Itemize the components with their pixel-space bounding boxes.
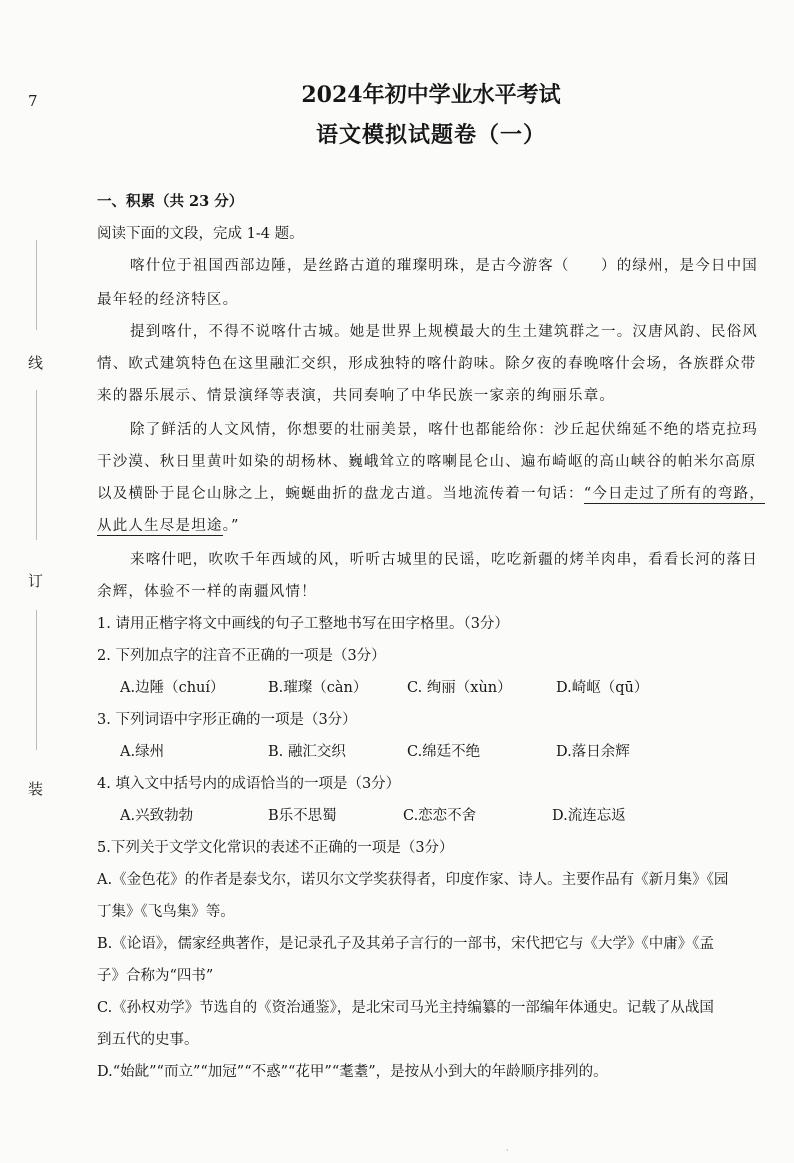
passage-line: 余辉，体验不一样的南疆风情！ [97,584,317,600]
option-d: D.落日余辉 [556,744,630,760]
question-3: 3. 下列词语中字形正确的一项是（3分） [97,712,357,728]
question-5-option-line: 到五代的史事。 [97,1032,199,1048]
option-c: C.恋恋不舍 [403,808,477,824]
margin-label-xian: 线 [28,354,44,372]
margin-divider [36,390,37,540]
section-heading: 一、积累（共 23 分） [97,193,244,210]
margin-label-zhuang: 装 [28,780,44,798]
question-5-option-line: 丁集》《飞鸟集》等。 [97,904,235,920]
passage-line: 来喀什吧，吹吹千年西域的风，听听古城里的民谣，吃吃新疆的烤羊肉串，看看长河的落日 [130,552,758,568]
option-b: B乐不思蜀 [268,808,337,824]
question-5-option-line: 子》合称为“四书” [97,968,214,984]
passage-text: 以及横卧于昆仑山脉之上，蜿蜒曲折的盘龙古道。当地流传着一句话： [97,486,584,502]
scan-dot: · [506,1146,509,1155]
margin-label-ding: 订 [28,572,44,590]
passage-line: 除了鲜活的人文风情，你想要的壮丽美景，喀什也都能给你：沙丘起伏绵延不绝的塔克拉玛 [130,422,758,438]
passage-line: 情、欧式建筑特色在这里融汇交织，形成独特的喀什韵味。除夕夜的春晚喀什会场，各族群众带 [97,356,757,372]
underlined-sentence: “今日走过了所有的弯路， [583,486,766,502]
question-5-option-line: B.《论语》，儒家经典著作，是记录孔子及其弟子言行的一部书，宋代把它与《大学》《中庸》《孟 [97,936,715,952]
option-d: D.崎岖（qū） [556,680,649,696]
margin-mark-top: 7 [28,92,38,110]
exam-subtitle: 语文模拟试题卷（一） [315,122,546,148]
passage-line: 来的器乐展示、情景演绎等表演，共同奏响了中华民族一家亲的绚丽乐章。 [97,388,616,404]
option-a: A.兴致勃勃 [120,808,194,824]
underlined-sentence: 从此人生尽是坦途 [97,518,223,534]
option-c: C.绵廷不绝 [407,744,481,760]
passage-line [97,482,765,503]
question-5-option-line: C.《孙权劝学》节选自的《资治通鉴》，是北宋司马光主持编纂的一部编年体通史。记载了从战国 [97,1000,714,1016]
passage-instruction: 阅读下面的文段，完成 1-4 题。 [97,226,304,242]
margin-divider [36,240,37,330]
question-5-option-line: D.“始龀”“而立”“加冠”“不惑”“花甲”“耄耋”，是按从小到大的年龄顺序排列的。 [97,1064,608,1080]
option-a: A.绿州 [120,744,165,760]
question-2: 2. 下列加点字的注音不正确的一项是（3分） [97,648,386,664]
exam-title: 2024年初中学业水平考试 [301,82,561,108]
question-1: 1. 请用正楷字将文中画线的句子工整地书写在田字格里。（3分） [97,616,509,632]
option-b: B.璀璨（càn） [268,680,368,696]
passage-line: 干沙漠、秋日里黄叶如染的胡杨林、巍峨耸立的喀喇昆仑山、遍布崎岖的高山峡谷的帕米尔高原 [97,454,757,470]
margin-divider [36,610,37,750]
passage-line: 喀什位于祖国西部边陲，是丝路古道的璀璨明珠，是古今游客（ ）的绿州，是今日中国 [130,258,758,274]
option-c: C. 绚丽（xùn） [407,680,512,696]
option-b: B. 融汇交织 [268,744,346,760]
question-5: 5.下列关于文学文化常识的表述不正确的一项是（3分） [97,840,454,856]
option-d: D.流连忘返 [552,808,626,824]
question-5-option-line: A.《金色花》的作者是泰戈尔，诺贝尔文学奖获得者，印度作家、诗人。主要作品有《新月集》《园 [97,872,729,888]
passage-line [97,514,240,535]
passage-text: 。” [222,518,240,534]
option-a: A.边陲（chuí） [120,680,225,696]
passage-line: 提到喀什，不得不说喀什古城。她是世界上规模最大的生土建筑群之一。汉唐风韵、民俗风 [130,324,758,340]
passage-line: 最年轻的经济特区。 [97,292,239,308]
question-4: 4. 填入文中括号内的成语恰当的一项是（3分） [97,776,401,792]
